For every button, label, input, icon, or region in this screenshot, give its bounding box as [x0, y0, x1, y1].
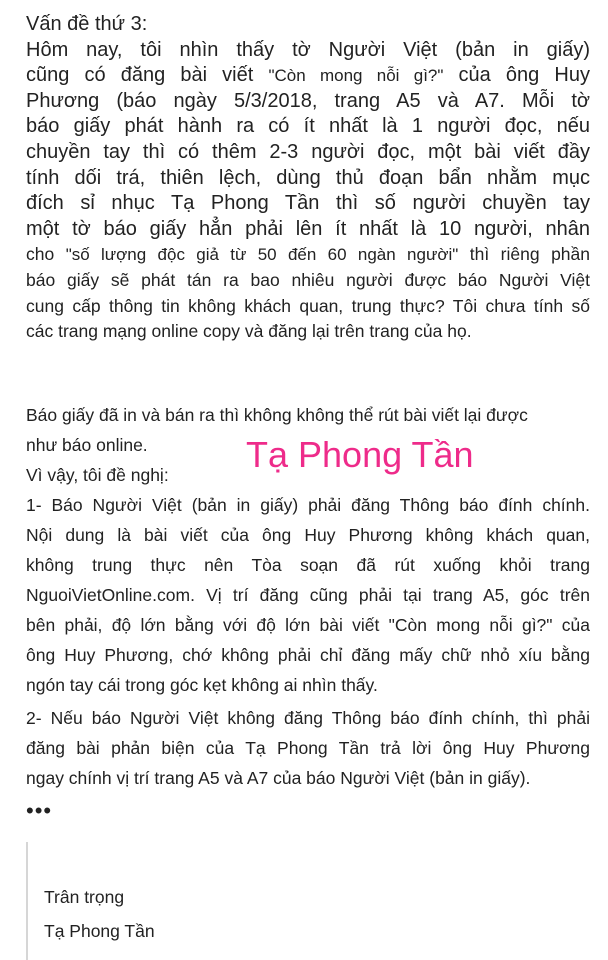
text-line: đích sỉ nhục Tạ Phong Tần thì số người chuyền tay [26, 192, 590, 215]
quoted-title: "Còn mong nỗi gì?" [268, 66, 444, 86]
text-segment: của ông Huy [443, 64, 590, 87]
signature-rule [26, 842, 28, 960]
text-line: báo giấy phát hành ra có ít nhất là 1 người đọc, nếu [26, 115, 590, 138]
paragraph-1 [26, 12, 590, 345]
text-line: Nội dung là bài viết của ông Huy Phương không khách quan, [26, 525, 590, 545]
signature-closing: Trân trọng [44, 887, 125, 907]
text-segment: cho [26, 244, 66, 265]
signature-name: Tạ Phong Tần [44, 921, 155, 941]
text-line [26, 63, 590, 89]
text-line: cung cấp thông tin không khách quan, trung thực? Tôi chưa tính số [26, 295, 590, 316]
ellipsis-separator: ••• [26, 798, 53, 823]
text-line: chuyền tay thì có thêm 2-3 người đọc, một bài viết đầy [26, 140, 590, 163]
text-line: ông Huy Phương, chớ không phải chỉ đăng mấy chữ nhỏ xíu bằng [26, 645, 590, 665]
text-line: như báo online. [26, 435, 148, 455]
text-segment: thì riêng phần [458, 244, 590, 265]
quoted-text: "số lượng độc giả từ 50 đến 60 ngàn người" [65, 245, 459, 265]
text-line: đăng bài phản biện của Tạ Phong Tần trả lời ông Huy Phương [26, 738, 590, 758]
text-line: bên phải, độ lớn bằng với độ lớn bài viết "Còn mong nỗi gì?" của [26, 615, 590, 635]
author-watermark: Tạ Phong Tần [246, 434, 474, 475]
text-line: các trang mạng online copy và đăng lại trên trang của họ. [26, 321, 472, 342]
text-line: NguoiVietOnline.com. Vị trí đăng cũng phải tại trang A5, góc trên [26, 585, 590, 605]
text-line: 1- Báo Người Việt (bản in giấy) phải đăng Thông báo đính chính. [26, 495, 590, 515]
paragraph-3 [26, 703, 590, 793]
text-line: báo giấy sẽ phát tán ra bao nhiêu người được báo Người Việt [26, 269, 590, 290]
text-line: tính dối trá, thiên lệch, dùng thủ đoạn bẩn nhằm mục [26, 166, 590, 189]
text-line: ngón tay cái trong góc kẹt không ai nhìn thấy. [26, 675, 378, 695]
text-line: 2- Nếu báo Người Việt không đăng Thông báo đính chính, thì phải [26, 708, 590, 728]
text-line: ngay chính vị trí trang A5 và A7 của báo Người Việt (bản in giấy). [26, 768, 531, 788]
text-segment: cũng có đăng bài viết [26, 64, 269, 87]
text-line [26, 242, 590, 268]
text-line: một tờ báo giấy hẳn phải lên ít nhất là 10 người, nhân [26, 217, 590, 240]
text-line: Phương (báo ngày 5/3/2018, trang A5 và A7. Mỗi tờ [26, 89, 590, 112]
text-line: Vấn đề thứ 3: [26, 13, 148, 35]
text-line: Vì vậy, tôi đề nghị: [26, 465, 169, 485]
text-line: không trung thực nên Tòa soạn đã rút xuống khỏi trang [26, 555, 590, 575]
text-line: Hôm nay, tôi nhìn thấy tờ Người Việt (bản in giấy) [26, 38, 590, 61]
text-line: Báo giấy đã in và bán ra thì không không thể rút bài viết lại được [26, 405, 528, 425]
